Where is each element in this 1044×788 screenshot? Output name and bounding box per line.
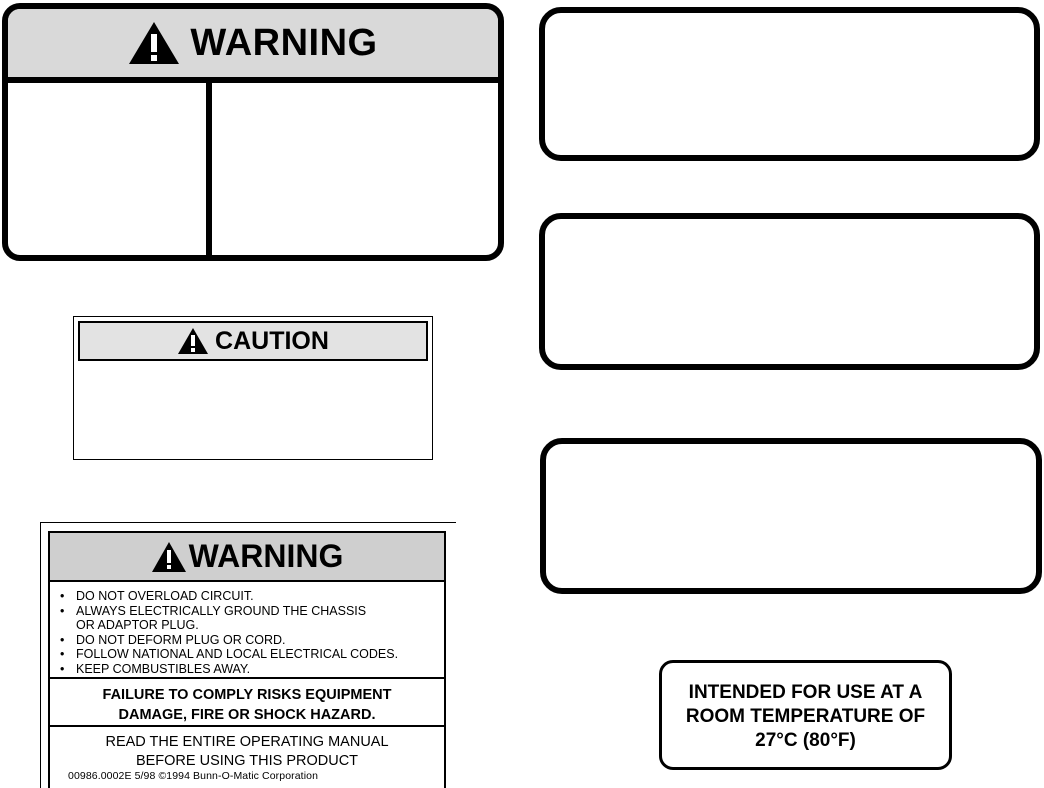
exclamation-triangle-icon: [151, 541, 187, 573]
label-column-divider: [206, 83, 212, 255]
warning-bullet-list: [50, 583, 444, 679]
warning-header: [8, 9, 498, 83]
list-item: • FOLLOW NATIONAL AND LOCAL ELECTRICAL CODES.: [58, 647, 444, 662]
temperature-line: 27°C (80°F): [755, 730, 856, 751]
list-item: • DO NOT DEFORM PLUG OR CORD.: [58, 633, 444, 648]
warning-label-top: [2, 3, 504, 261]
warning-label-bottom: [48, 531, 446, 788]
hazard-line: DAMAGE, FIRE OR SHOCK HAZARD.: [118, 707, 376, 723]
warning-signal-word: WARNING: [188, 538, 344, 574]
exclamation-triangle-icon: [128, 21, 180, 65]
temperature-label: [659, 660, 952, 770]
warning-header: [50, 533, 444, 582]
manual-line: BEFORE USING THIS PRODUCT: [135, 753, 359, 769]
temperature-line: INTENDED FOR USE AT A: [688, 682, 923, 703]
caution-label: [73, 316, 433, 460]
list-item: • DO NOT OVERLOAD CIRCUIT.: [58, 589, 444, 604]
temperature-line: ROOM TEMPERATURE OF: [685, 706, 926, 727]
list-item: • ALWAYS ELECTRICALLY GROUND THE CHASSIS OR ADAPTOR PLUG.: [58, 604, 376, 633]
list-item: • KEEP COMBUSTIBLES AWAY.: [58, 662, 444, 677]
exclamation-triangle-icon: [177, 327, 209, 355]
warning-signal-word: WARNING: [190, 21, 378, 64]
blank-label-1: [539, 7, 1040, 161]
hazard-statement: [50, 683, 444, 727]
manual-line: READ THE ENTIRE OPERATING MANUAL: [105, 734, 389, 750]
manual-notice: [50, 729, 444, 771]
caution-signal-word: CAUTION: [215, 326, 329, 355]
blank-label-3: [540, 438, 1042, 594]
blank-label-2: [539, 213, 1040, 370]
hazard-line: FAILURE TO COMPLY RISKS EQUIPMENT: [102, 687, 392, 703]
caution-header: [78, 321, 428, 361]
part-code: 00986.0002E 5/98 ©1994 Bunn-O-Matic Corporation: [68, 770, 319, 782]
